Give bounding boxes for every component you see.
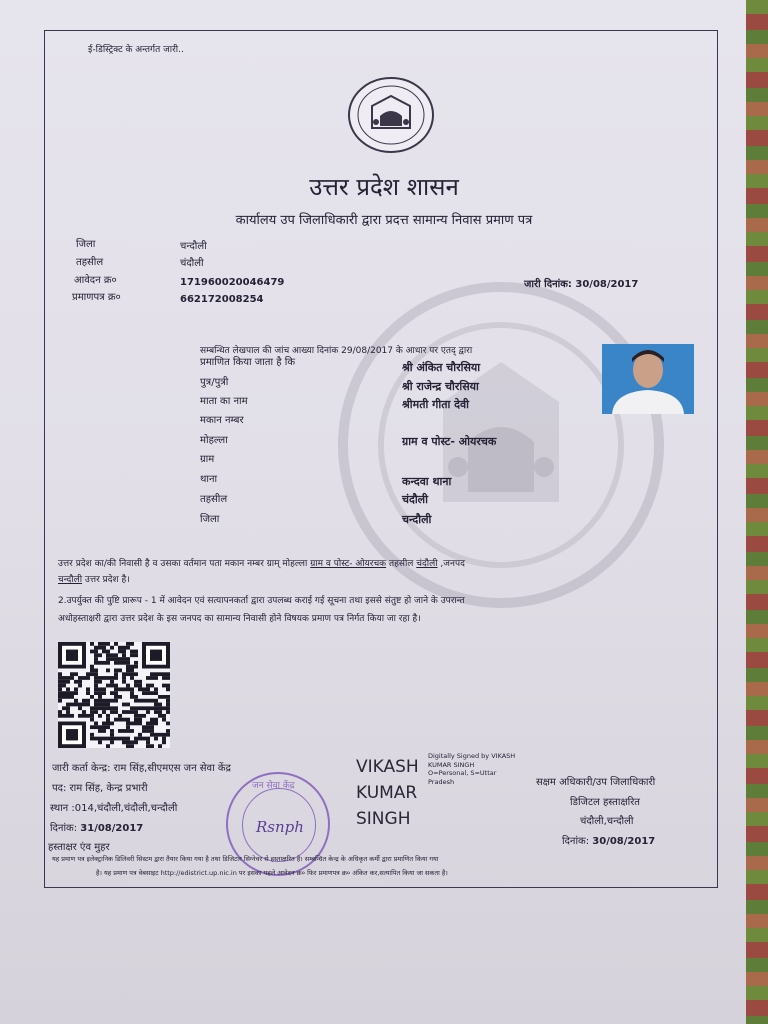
meta-label-certificate-no: प्रमाणपत्र क्र० [72,292,121,303]
meta-value-certificate-no: 662172008254 [180,294,264,305]
officer-date: दिनांक: 30/08/2017 [562,836,656,847]
qr-code [58,642,170,748]
value-mother: श्रीमती गीता देवी [402,398,469,411]
signer-name: VIKASH KUMAR SINGH [356,757,419,829]
meta-value-tehsil: चंदौली [180,258,204,269]
meta-label-tehsil: तहसील [76,257,104,268]
value-police-station: कन्दवा थाना [402,475,452,488]
value-father: श्री राजेन्द्र चौरसिया [402,380,479,393]
label-village: ग्राम [200,454,215,465]
stamp-text: जन सेवा केंद्र [252,781,295,791]
footer-note-2: है। यह प्रमाण पत्र वेबसाइट http://edistrict.up.nic.in पर इसका पहले आवेदन क्र० फिर प्रमाणपत्र क्र० अंकित कर,सत्यापित किया जा सकता है। [96,869,448,877]
residence-paragraph-end: चन्दौली उत्तर प्रदेश है। [58,575,130,585]
label-police-station: थाना [200,474,218,485]
issuer-center: जारी कर्ता केन्द्र: राम सिंह,सीएमएस जन सेवा केंद्र [52,763,231,774]
stamp-signature: Rsnph [256,818,304,836]
issuer-date: दिनांक: 31/08/2017 [50,823,144,834]
background-edge [746,0,768,1024]
intro-line-2: प्रमाणित किया जाता है कि [200,357,296,368]
confirmation-line-1: 2.उपर्युक्त की पुष्टि प्रारूप - 1 में आवेदन एवं सत्यापनकर्ता द्वारा उपलब्ध कराई गई सूचना तथा इससे संतुष्ट हो जाने के उपरान्त [58,596,465,606]
officer-location: चंदौली,चन्दौली [580,816,634,827]
label-district: जिला [200,514,220,525]
label-tehsil: तहसील [200,494,228,505]
issuer-designation: पद: राम सिंह, केन्द्र प्रभारी [52,783,148,794]
meta-value-district: चन्दौली [180,241,207,252]
label-parent: पुत्र/पुत्री [200,377,229,388]
intro-line-1: सम्बन्धित लेखपाल की जांच आख्या दिनांक 29/08/2017 के आधार पर एतद् द्वारा [200,346,473,356]
value-mohalla: ग्राम व पोस्ट- ओयरचक [402,435,497,448]
digital-signature-info: Digitally Signed by VIKASH KUMAR SINGH O=Personal, S=Uttar Pradesh [428,752,516,786]
applicant-photo [602,344,694,414]
issue-date: जारी दिनांक: 30/08/2017 [524,279,639,290]
page-subtitle: कार्यालय उप जिलाधिकारी द्वारा प्रदत्त सामान्य निवास प्रमाण पत्र [235,213,533,228]
issuer-location: स्थान :014,चंदौली,चंदौली,चन्दौली [50,803,178,814]
label-mohalla: मोहल्ला [200,435,228,446]
header-note: ई-डिस्ट्रिक्ट के अन्तर्गत जारी.. [88,45,184,55]
meta-label-application-no: आवेदन क्र० [74,275,117,286]
residence-paragraph: उत्तर प्रदेश का/की निवासी है व उसका वर्तमान पता मकान नम्बर ग्राम् मोहल्ला ग्राम व पोस्ट- ओयरचक तहसील चंदौली ,जनपद [58,559,465,569]
footer-note-1: यह प्रमाण पत्र इलेक्ट्रानिक डिलिवरी सिस्टम द्वारा तैयार किया गया है तथा डिजिटल सिग्नेचर से हस्ताक्षरित है। सम्बन्धित केन्द्र के अधिकृत कर्मी द्वारा प्रमाणित किया गया [52,855,439,863]
officer-title: सक्षम अधिकारी/उप जिलाधिकारी [536,777,656,788]
label-mother: माता का नाम [200,396,248,407]
officer-digital-signed: डिजिटल हस्ताक्षरित [570,797,640,808]
confirmation-line-2: अधोहस्ताक्षरी द्वारा उत्तर प्रदेश के इस जनपद का सामान्य निवासी होने विषयक प्रमाण पत्र निर्गत किया जा रहा है। [58,614,421,624]
issuer-signature-label: हस्ताक्षर एंव मुहर [48,842,110,853]
meta-value-application-no: 171960020046479 [180,277,285,288]
value-tehsil: चंदौली [402,493,428,506]
meta-label-district: जिला [76,239,96,250]
value-district: चन्दौली [402,513,432,526]
label-house-no: मकान नम्बर [200,415,244,426]
up-emblem-logo [346,76,436,154]
page-title: उत्तर प्रदेश शासन [309,173,459,201]
person-name: श्री अंकित चौरसिया [402,361,481,374]
